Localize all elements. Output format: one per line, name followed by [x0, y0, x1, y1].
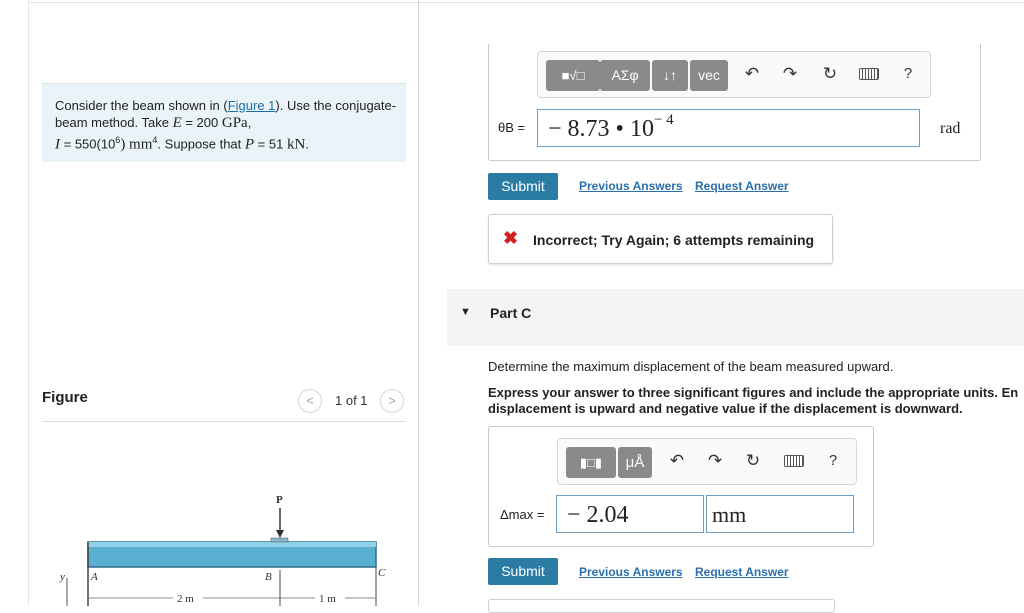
load-arrow-head: [276, 530, 284, 538]
dimension-1m: 1 m: [319, 593, 336, 605]
keyboard-icon[interactable]: [859, 68, 879, 80]
collapse-caret-icon[interactable]: ▼: [460, 306, 471, 318]
dimension-2m: 2 m: [177, 593, 194, 605]
point-c-label: C: [378, 567, 386, 579]
part-b-request-answer-link[interactable]: Request Answer: [695, 179, 789, 193]
greek-symbols-button[interactable]: ΑΣφ: [600, 60, 650, 91]
problem-statement: Consider the beam shown in (Figure 1). Use the conjugate-beam method. Take E = 200 GPa, $I = 550(10^6)$ $mm^4$. Suppose that P = 51 kN.: [55, 98, 397, 153]
next-figure-button[interactable]: >: [380, 389, 404, 413]
delta-max-label: Δmax =: [500, 507, 545, 522]
figure-title: Figure: [42, 389, 88, 406]
delta-max-value-field[interactable]: − 2.04: [556, 495, 704, 533]
templates-button[interactable]: ▮□▮: [566, 447, 616, 478]
beam-highlight: [88, 542, 376, 547]
incorrect-feedback: [488, 214, 833, 264]
left-border: [28, 0, 29, 606]
next-feedback-box: [488, 599, 835, 613]
help-icon[interactable]: ?: [828, 452, 838, 469]
part-c-submit-button[interactable]: Submit: [488, 558, 558, 585]
error-x-icon: ✖: [503, 228, 519, 248]
theta-b-answer-exponent: − 4: [653, 112, 674, 128]
undo-icon[interactable]: ↶: [744, 64, 760, 83]
y-label: y: [60, 571, 65, 583]
vector-button[interactable]: vec: [690, 60, 728, 91]
theta-b-answer-value: − 8.73 • 10: [548, 116, 654, 142]
delta-max-unit-field[interactable]: mm: [706, 495, 854, 533]
units-button[interactable]: μÅ: [618, 447, 652, 478]
figure-divider: [42, 421, 406, 422]
part-c-previous-answers-link[interactable]: Previous Answers: [579, 565, 683, 579]
keyboard-icon[interactable]: [784, 455, 804, 467]
feedback-text: Incorrect; Try Again; 6 attempts remaining: [533, 232, 815, 248]
column-divider: [418, 0, 419, 606]
part-b-previous-answers-link[interactable]: Previous Answers: [579, 179, 683, 193]
part-c-question: Determine the maximum displacement of the beam measured upward.: [488, 359, 894, 374]
previous-figure-button[interactable]: <: [298, 389, 322, 413]
reset-icon[interactable]: ↻: [745, 451, 761, 470]
figure-link[interactable]: Figure 1: [227, 98, 276, 113]
part-c-request-answer-link[interactable]: Request Answer: [695, 565, 789, 579]
top-divider: [28, 2, 1024, 3]
theta-b-label: θB =: [498, 120, 526, 135]
figure-page-count: 1 of 1: [335, 393, 368, 408]
undo-icon[interactable]: ↶: [669, 451, 685, 470]
point-a-label: A: [91, 571, 98, 583]
math-toolbar: [537, 51, 931, 98]
redo-icon[interactable]: ↷: [707, 451, 723, 470]
part-c-title: Part C: [490, 305, 532, 321]
reset-icon[interactable]: ↻: [822, 64, 838, 83]
point-b-label: B: [265, 571, 272, 583]
redo-icon[interactable]: ↷: [782, 64, 798, 83]
theta-b-unit: rad: [940, 120, 961, 137]
help-icon[interactable]: ?: [903, 65, 913, 82]
subscript-superscript-button[interactable]: ↓↑: [652, 60, 688, 91]
part-b-submit-button[interactable]: Submit: [488, 173, 558, 200]
part-c-instructions: Express your answer to three significant figures and include the appropriate units. En displacement is upward and negative value if the displacement is downward.: [488, 385, 1019, 416]
load-plate: [271, 538, 288, 542]
beam-figure: [55, 490, 400, 606]
templates-button[interactable]: ■√□: [546, 60, 600, 91]
load-label-p: P: [276, 494, 283, 506]
units-toolbar: [557, 438, 857, 485]
theta-b-answer-field[interactable]: [537, 109, 920, 147]
part-c-header[interactable]: [447, 289, 1024, 346]
